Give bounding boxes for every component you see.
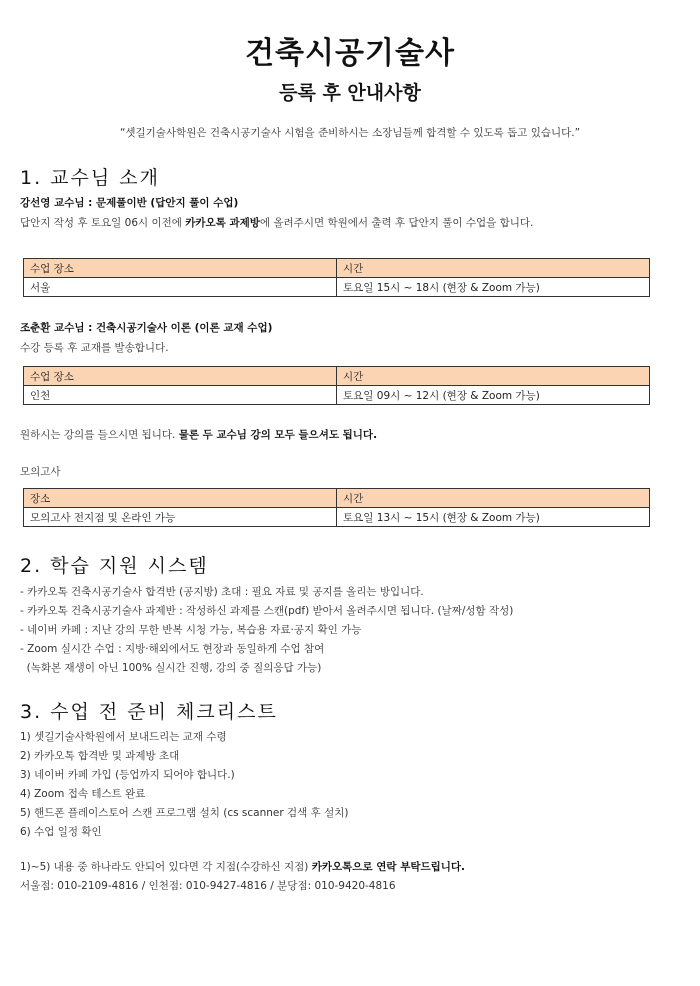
- table-row: [24, 386, 650, 405]
- document-title: 건축시공기술사: [245, 36, 455, 71]
- prof1-name: 강선영 교수님 : 문제풀이반 (답안지 풀이 수업): [20, 197, 239, 209]
- prof1-desc-c: 에 올려주시면 학원에서 출력 후 답안지 풀이 수업을 합니다.: [259, 217, 534, 229]
- list-item: - 네이버 카페 : 지난 강의 무한 반복 시청 가능, 복습용 자료·공지 확인 가능: [20, 624, 362, 636]
- list-item: - 카카오톡 건축시공기술사 합격반 (공지방) 초대 : 필요 자료 및 공지를 올리는 방입니다.: [20, 586, 424, 598]
- table-header-cell: 시간: [337, 489, 650, 508]
- table-header-row: [24, 367, 650, 386]
- checklist-item: 4) Zoom 접속 테스트 완료: [20, 788, 146, 800]
- list-item: - Zoom 실시간 수업 : 지방·해외에서도 현장과 동일하게 수업 참여: [20, 643, 325, 655]
- table-row: [24, 278, 650, 297]
- table-header-cell: 수업 장소: [24, 367, 337, 386]
- contact-note: [20, 860, 465, 874]
- contact-phones: 서울점: 010-2109-4816 / 인천점: 010-9427-4816 / 분당점: 010-9420-4816: [20, 880, 396, 892]
- checklist-item: 3) 네이버 카페 가입 (등업까지 되어야 합니다.): [20, 769, 235, 781]
- table-cell: 모의고사 전지점 및 온라인 가능: [24, 508, 337, 527]
- list-item: - 카카오톡 건축시공기술사 과제반 : 작성하신 과제를 스캔(pdf) 받아서 올려주시면 됩니다. (날짜/성함 작성): [20, 605, 514, 617]
- prof1-desc-b: 카카오톡 과제방: [185, 217, 260, 229]
- contact-note-a: 1)~5) 내용 중 하나라도 안되어 있다면 각 지점(수강하신 지점): [20, 861, 312, 873]
- table-header-cell: 수업 장소: [24, 259, 337, 278]
- table-header-row: [24, 489, 650, 508]
- mock-exam-label: 모의고사: [20, 466, 61, 478]
- list-item: (녹화본 재생이 아닌 100% 실시간 진행, 강의 중 질의응답 가능): [20, 662, 322, 674]
- prof1-schedule-table: [23, 258, 650, 297]
- table-header-cell: 장소: [24, 489, 337, 508]
- lecture-note-b: 물론 두 교수님 강의 모두 들으셔도 됩니다.: [178, 429, 378, 441]
- prof2-schedule-table: [23, 366, 650, 405]
- intro-quote: “셋길기술사학원은 건축시공기술사 시험을 준비하시는 소장님들께 합격할 수 있도록 돕고 있습니다.”: [119, 127, 581, 139]
- section-1-heading: 1. 교수님 소개: [20, 167, 160, 189]
- section-2-heading: 2. 학습 지원 시스템: [20, 555, 209, 577]
- contact-note-b: 카카오톡으로 연락 부탁드립니다.: [311, 861, 466, 873]
- prof2-description: 수강 등록 후 교재를 발송합니다.: [20, 342, 169, 354]
- prof2-name: 조춘환 교수님 : 건축시공기술사 이론 (이론 교재 수업): [20, 322, 273, 334]
- checklist-item: 2) 카카오톡 합격반 및 과제방 초대: [20, 750, 180, 762]
- table-cell: 토요일 15시 ~ 18시 (현장 & Zoom 가능): [337, 278, 650, 297]
- lecture-note-a: 원하시는 강의를 들으시면 됩니다.: [20, 429, 179, 441]
- table-header-cell: 시간: [337, 367, 650, 386]
- table-header-cell: 시간: [337, 259, 650, 278]
- prof1-description: [20, 216, 533, 230]
- document-subtitle: 등록 후 안내사항: [279, 82, 421, 104]
- checklist-item: 1) 셋길기술사학원에서 보내드리는 교재 수령: [20, 731, 227, 743]
- table-row: [24, 508, 650, 527]
- table-cell: 토요일 09시 ~ 12시 (현장 & Zoom 가능): [337, 386, 650, 405]
- table-cell: 인천: [24, 386, 337, 405]
- prof1-desc-a: 답안지 작성 후 토요일 06시 이전에: [20, 217, 186, 229]
- lecture-note: [20, 428, 377, 442]
- table-cell: 토요일 13시 ~ 15시 (현장 & Zoom 가능): [337, 508, 650, 527]
- table-cell: 서울: [24, 278, 337, 297]
- checklist-item: 5) 핸드폰 플레이스토어 스캔 프로그램 설치 (cs scanner 검색 후 설치): [20, 807, 349, 819]
- table-header-row: [24, 259, 650, 278]
- checklist-item: 6) 수업 일정 확인: [20, 826, 102, 838]
- section-3-heading: 3. 수업 전 준비 체크리스트: [20, 701, 278, 723]
- mock-exam-table: [23, 488, 650, 527]
